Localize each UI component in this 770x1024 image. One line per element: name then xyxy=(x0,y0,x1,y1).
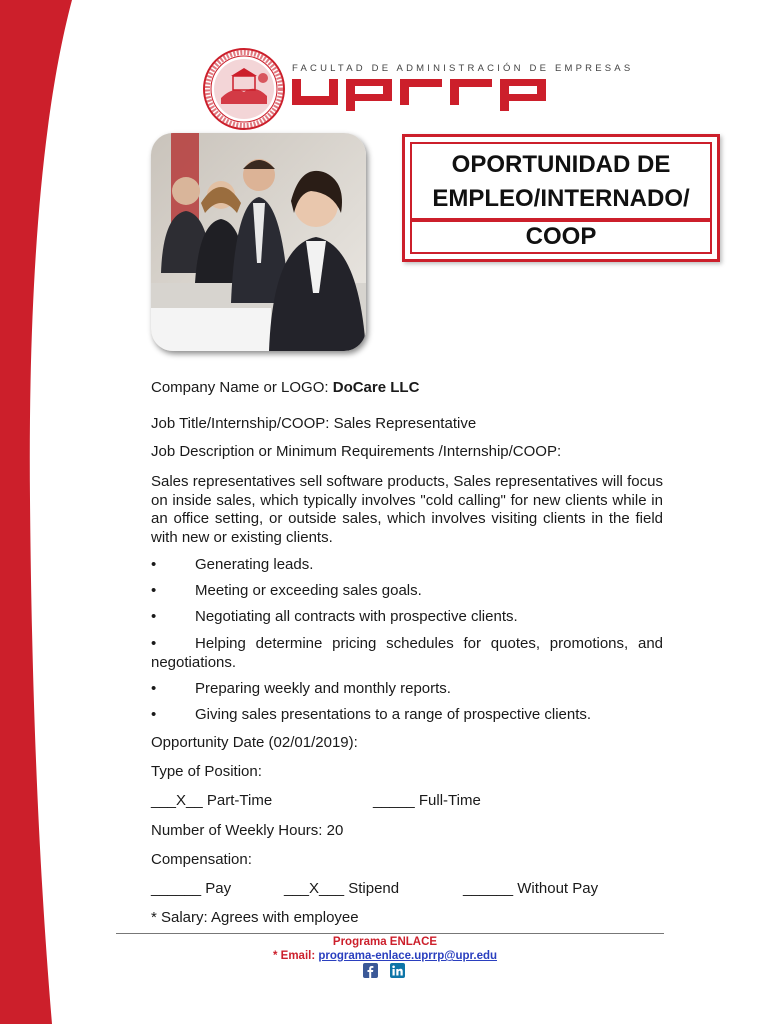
bullet-symbol: • xyxy=(151,635,157,652)
bullet-symbol: • xyxy=(151,608,157,625)
title-line-2: EMPLEO/INTERNADO/ xyxy=(432,185,690,212)
part-time-option: ___X__ Part-Time xyxy=(151,792,273,809)
bullet-item xyxy=(151,706,591,723)
company-value: DoCare LLC xyxy=(332,379,420,396)
title-box xyxy=(402,134,720,262)
title-main xyxy=(410,142,712,220)
stipend-option: ___X___ Stipend xyxy=(284,880,400,897)
bullet-item xyxy=(151,608,518,625)
bullet-item xyxy=(151,582,422,599)
email-link[interactable]: programa-enlace.uprrp@upr.edu xyxy=(318,950,498,962)
bullet-symbol: • xyxy=(151,556,157,573)
faculty-name: FACULTAD DE ADMINISTRACIÓN DE EMPRESAS xyxy=(292,63,634,74)
footer-email-line xyxy=(0,950,770,962)
bullet-text: Negotiating all contracts with prospective clients. xyxy=(195,608,518,625)
company-line xyxy=(151,379,419,396)
bullet-item xyxy=(151,635,663,672)
bullet-item xyxy=(151,680,451,697)
title-line-1: OPORTUNIDAD DE xyxy=(451,151,671,178)
bullet-symbol: • xyxy=(151,582,157,599)
bullet-item xyxy=(151,556,313,573)
bullet-text: Giving sales presentations to a range of prospective clients. xyxy=(195,706,592,723)
footer-divider xyxy=(116,933,664,934)
bullet-symbol: • xyxy=(151,706,157,723)
program-name: Programa ENLACE xyxy=(332,936,438,948)
salary-note: * Salary: Agrees with employee xyxy=(151,909,359,926)
opportunity-date: Opportunity Date (02/01/2019): xyxy=(151,734,358,751)
full-time-option: _____ Full-Time xyxy=(373,792,481,809)
facebook-icon[interactable] xyxy=(363,963,378,978)
type-of-position-label: Type of Position: xyxy=(151,763,262,780)
compensation-label: Compensation: xyxy=(151,851,252,868)
without-pay-option: ______ Without Pay xyxy=(463,880,599,897)
bullet-symbol: • xyxy=(151,680,157,697)
uprrp-wordmark-logo xyxy=(292,75,568,111)
bullet-text: Preparing weekly and monthly reports. xyxy=(195,680,451,697)
linkedin-icon[interactable] xyxy=(390,963,405,978)
weekly-hours: Number of Weekly Hours: 20 xyxy=(151,822,344,839)
company-label: Company Name or LOGO: xyxy=(151,379,333,396)
bullet-text: Generating leads. xyxy=(195,556,314,573)
university-seal-icon xyxy=(203,48,285,130)
title-line-3: COOP xyxy=(410,220,712,254)
pay-option: ______ Pay xyxy=(151,880,232,897)
business-team-photo xyxy=(151,133,366,351)
bullet-text: Helping determine pricing schedules for quotes, promotions, and negotiations. xyxy=(151,635,663,671)
bullet-text: Meeting or exceeding sales goals. xyxy=(195,582,422,599)
description-label: Job Description or Minimum Requirements /Internship/COOP: xyxy=(151,443,562,460)
email-label: * Email: xyxy=(272,950,319,962)
job-description: Sales representatives sell software products, Sales representatives will focus on inside sales, which typically involves "cold calling" for new clients while in an office setting, or outside sales, which involves visiting clients in the field with new or existing clients. xyxy=(151,473,663,546)
job-title: Job Title/Internship/COOP: Sales Representative xyxy=(151,415,477,432)
